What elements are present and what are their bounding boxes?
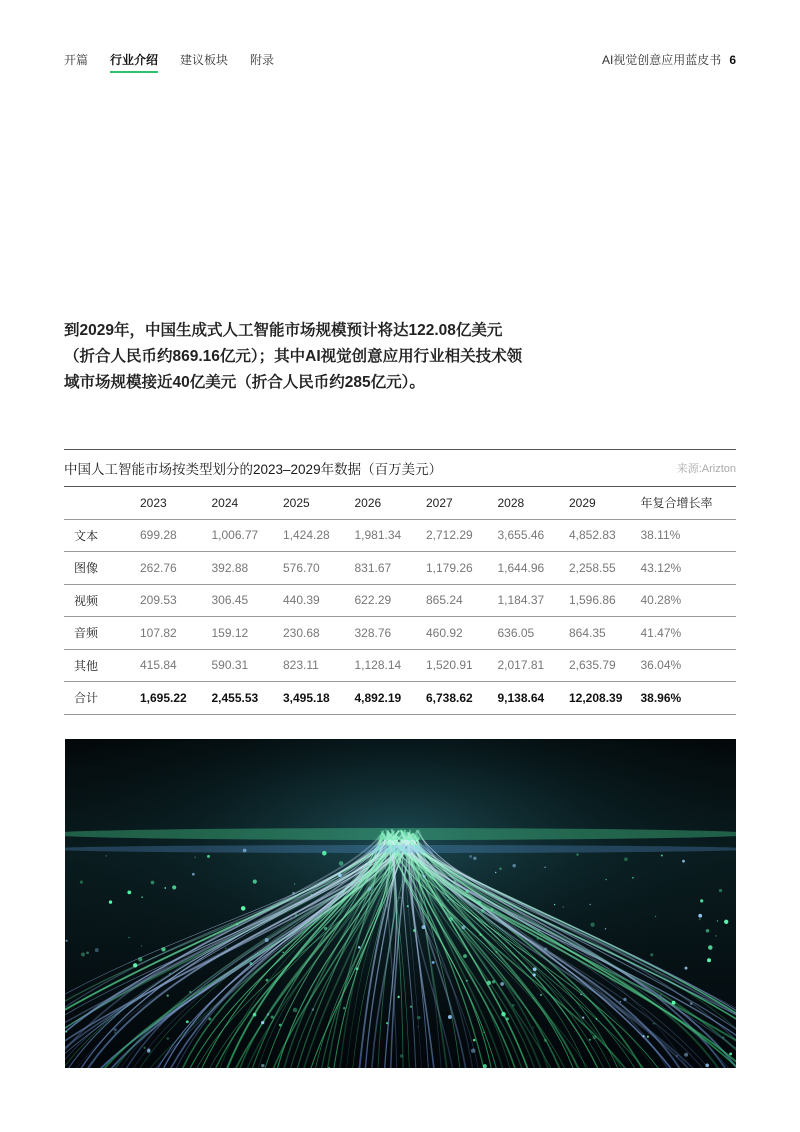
light-particle — [417, 1026, 418, 1027]
table-cell: 865.24 — [426, 584, 498, 617]
table-cell: 2,455.53 — [212, 682, 284, 715]
light-particle — [700, 899, 703, 902]
table-cell: 460.92 — [426, 617, 498, 650]
light-particle — [422, 925, 426, 929]
table-cell: 1,695.22 — [140, 682, 212, 715]
table-cell: 41.47% — [641, 617, 737, 650]
light-particle — [596, 1018, 598, 1020]
light-particle — [147, 1048, 150, 1051]
light-particle — [207, 855, 210, 858]
table-cell: 2,635.79 — [569, 649, 641, 682]
light-particle — [685, 967, 688, 970]
light-particle — [265, 938, 269, 942]
table-header-cell: 2029 — [569, 487, 641, 519]
light-particle — [292, 892, 295, 895]
light-particle — [655, 916, 656, 917]
light-particle — [249, 962, 252, 965]
table-cell: 38.11% — [641, 519, 737, 552]
table-cell: 43.12% — [641, 552, 737, 585]
light-particle — [261, 1021, 264, 1024]
table-cell: 392.88 — [212, 552, 284, 585]
light-particle — [605, 879, 607, 881]
table-cell: 328.76 — [355, 617, 427, 650]
light-particle — [133, 963, 137, 967]
table-cell: 262.76 — [140, 552, 212, 585]
light-particle — [447, 899, 449, 901]
table-cell: 864.35 — [569, 617, 641, 650]
data-table — [64, 487, 736, 715]
row-label: 视频 — [64, 584, 140, 617]
table-cell: 2,258.55 — [569, 552, 641, 585]
light-particle — [236, 923, 238, 925]
table-cell: 576.70 — [283, 552, 355, 585]
table-cell: 36.04% — [641, 649, 737, 682]
light-particle — [632, 877, 634, 879]
table-cell: 440.39 — [283, 584, 355, 617]
light-particle — [650, 953, 653, 956]
light-particle — [167, 1037, 170, 1040]
table-total-row — [64, 682, 736, 715]
light-particle — [376, 857, 378, 859]
light-particle — [143, 1047, 145, 1049]
light-particle — [576, 853, 578, 855]
light-particle — [473, 857, 476, 860]
light-particle — [109, 900, 112, 903]
table-cell: 12,208.39 — [569, 682, 641, 715]
light-particle — [623, 998, 626, 1001]
nav-item-suggestions[interactable]: 建议板块 — [180, 53, 229, 67]
light-particle — [501, 1012, 506, 1017]
table-cell: 2,712.29 — [426, 519, 498, 552]
light-particle — [537, 938, 539, 940]
light-particle — [241, 906, 246, 911]
table-cell: 590.31 — [212, 649, 284, 682]
light-particle — [95, 948, 99, 952]
light-particle — [653, 1023, 655, 1025]
light-particle — [706, 929, 710, 933]
table-header-cell — [64, 487, 140, 519]
nav-item-appendix[interactable]: 附录 — [250, 53, 275, 67]
row-label: 其他 — [64, 649, 140, 682]
table-cell: 831.67 — [355, 552, 427, 585]
table-cell: 230.68 — [283, 617, 355, 650]
light-particle — [471, 1048, 475, 1052]
table-cell: 1,981.34 — [355, 519, 427, 552]
table-row — [64, 552, 736, 585]
light-particle — [65, 1031, 67, 1033]
light-particle — [724, 920, 728, 924]
light-particle — [151, 881, 155, 885]
light-particle — [138, 957, 142, 961]
light-particle — [589, 904, 590, 905]
light-particle — [483, 1032, 484, 1033]
light-particle — [81, 953, 85, 957]
table-cell: 622.29 — [355, 584, 427, 617]
table-cell: 40.28% — [641, 584, 737, 617]
row-label: 文本 — [64, 519, 140, 552]
nav-item-industry-intro[interactable]: 行业介绍 — [110, 51, 158, 72]
table-cell: 1,184.37 — [498, 584, 570, 617]
light-particle — [128, 937, 130, 939]
light-particle — [225, 948, 226, 949]
page-header — [0, 0, 800, 80]
table-row — [64, 584, 736, 617]
table-cell: 9,138.64 — [498, 682, 570, 715]
light-particle — [293, 1008, 298, 1013]
light-particle — [620, 1001, 621, 1002]
table-cell: 38.96% — [641, 682, 737, 715]
page-number: 6 — [729, 53, 736, 67]
light-particle — [253, 880, 257, 884]
table-cell: 1,520.91 — [426, 649, 498, 682]
light-particle — [417, 1016, 421, 1020]
light-particle — [195, 857, 196, 858]
table-cell: 823.11 — [283, 649, 355, 682]
light-particle — [291, 917, 292, 918]
table-cell: 6,738.62 — [426, 682, 498, 715]
table-cell: 1,596.86 — [569, 584, 641, 617]
light-particle — [399, 897, 401, 899]
light-particle — [562, 906, 564, 908]
table-cell: 209.53 — [140, 584, 212, 617]
nav-item-opening[interactable]: 开篇 — [64, 53, 89, 67]
light-particle — [483, 1064, 487, 1068]
glow-band — [65, 828, 736, 840]
light-particle — [261, 1064, 265, 1068]
light-particle — [413, 929, 416, 932]
light-particle — [715, 935, 717, 937]
light-particle — [582, 1017, 584, 1019]
light-particle — [86, 951, 89, 954]
table-cell: 3,655.46 — [498, 519, 570, 552]
light-particle — [506, 1017, 509, 1020]
light-particle — [487, 981, 491, 985]
row-label: 图像 — [64, 552, 140, 585]
light-particle — [684, 1053, 688, 1057]
light-particle — [605, 928, 607, 930]
light-particle — [266, 979, 269, 982]
table-cell: 1,128.14 — [355, 649, 427, 682]
light-particle — [164, 887, 166, 889]
section-nav — [64, 51, 296, 72]
light-particle — [453, 880, 456, 883]
light-particle — [105, 855, 107, 857]
light-particle — [512, 864, 515, 867]
light-particle — [708, 945, 713, 950]
table-title-row — [64, 449, 736, 487]
light-particle — [295, 914, 298, 917]
light-streams-image — [65, 739, 736, 1068]
header-right — [602, 51, 736, 68]
light-particle — [312, 1008, 315, 1011]
light-particle — [466, 890, 469, 893]
light-particle — [449, 917, 453, 921]
light-particle — [676, 1055, 678, 1057]
light-particle — [624, 857, 628, 861]
glow-band — [65, 845, 736, 853]
light-particle — [479, 934, 481, 936]
table-cell: 1,006.77 — [212, 519, 284, 552]
light-streams-illustration — [65, 739, 736, 1068]
light-particle — [729, 1052, 732, 1055]
light-particle — [114, 1032, 115, 1033]
light-particle — [80, 881, 83, 884]
table-cell: 107.82 — [140, 617, 212, 650]
body-paragraph: 到2029年，中国生成式人工智能市场规模预计将达122.08亿美元（折合人民币约869.16亿元）；其中AI视觉创意应用行业相关技术领域市场规模接近40亿美元（折合人民币约285亿元）。 — [64, 322, 523, 391]
light-particle — [310, 894, 312, 896]
light-particle — [544, 867, 545, 868]
light-particle — [432, 961, 435, 964]
light-particle — [544, 1039, 547, 1042]
light-particle — [707, 958, 711, 962]
light-particle — [279, 1024, 282, 1027]
light-particle — [690, 1002, 693, 1005]
light-particle — [127, 890, 131, 894]
light-particle — [169, 973, 171, 975]
table-cell: 415.84 — [140, 649, 212, 682]
table-cell: 4,852.83 — [569, 519, 641, 552]
row-label: 音频 — [64, 617, 140, 650]
light-particle — [172, 885, 176, 889]
table-row — [64, 617, 736, 650]
table-header-cell: 2028 — [498, 487, 570, 519]
table-header-cell: 2026 — [355, 487, 427, 519]
light-particle — [495, 951, 497, 953]
light-particle — [660, 994, 661, 995]
light-particle — [186, 1020, 189, 1023]
market-data-table — [64, 449, 736, 715]
light-particle — [492, 980, 495, 983]
light-particle — [540, 994, 542, 996]
table-header-cell: 2025 — [283, 487, 355, 519]
light-particle — [698, 914, 702, 918]
light-particle — [338, 874, 342, 878]
light-particle — [473, 1039, 476, 1042]
light-particle — [719, 889, 722, 892]
light-particle — [282, 952, 283, 953]
light-particle — [114, 1028, 117, 1031]
light-particle — [642, 1035, 644, 1037]
light-particle — [589, 1039, 591, 1041]
light-particle — [358, 946, 360, 948]
light-particle — [477, 900, 481, 904]
light-particle — [294, 883, 296, 885]
light-particle — [386, 1022, 388, 1024]
light-particle — [410, 1006, 412, 1008]
light-particle — [448, 1015, 452, 1019]
light-particle — [462, 926, 466, 930]
table-cell: 3,495.18 — [283, 682, 355, 715]
light-particle — [544, 947, 547, 950]
light-particle — [368, 887, 372, 891]
light-particle — [495, 872, 496, 873]
table-row — [64, 649, 736, 682]
light-particle — [161, 947, 165, 951]
light-particle — [343, 1007, 345, 1009]
light-particle — [717, 920, 718, 921]
light-particle — [554, 904, 555, 905]
light-particle — [672, 1001, 676, 1005]
light-particle — [407, 905, 409, 907]
table-header-cell: 年复合增长率 — [641, 487, 737, 519]
light-particle — [481, 909, 485, 913]
table-header-cell: 2027 — [426, 487, 498, 519]
light-particle — [271, 1016, 274, 1019]
light-particle — [253, 1013, 257, 1017]
light-particle — [593, 1035, 597, 1039]
light-particle — [699, 918, 701, 920]
light-particle — [423, 875, 426, 878]
light-particle — [500, 982, 504, 986]
document-title: AI视觉创意应用蓝皮书 — [601, 53, 722, 67]
light-particle — [533, 1027, 534, 1028]
light-particle — [533, 967, 537, 971]
light-particle — [469, 855, 472, 858]
light-particle — [141, 896, 142, 897]
table-title: 中国人工智能市场按类型划分的2023–2029年数据（百万美元） — [64, 462, 443, 477]
light-particle — [397, 996, 399, 998]
light-particle — [381, 948, 382, 949]
light-particle — [705, 1063, 709, 1067]
table-cell: 2,017.81 — [498, 649, 570, 682]
light-particle — [208, 1018, 211, 1021]
light-particle — [400, 1054, 403, 1057]
light-particle — [722, 1036, 724, 1038]
light-particle — [167, 994, 169, 996]
light-particle — [189, 991, 191, 993]
table-cell: 1,424.28 — [283, 519, 355, 552]
light-particle — [499, 867, 502, 870]
table-header-row — [64, 487, 736, 519]
light-particle — [243, 849, 247, 853]
light-particle — [381, 899, 382, 900]
light-particle — [66, 940, 68, 942]
light-particle — [423, 880, 425, 882]
light-particle — [356, 967, 359, 970]
table-cell: 1,179.26 — [426, 552, 498, 585]
light-particle — [324, 927, 327, 930]
light-particle — [533, 973, 536, 976]
light-particle — [682, 860, 685, 863]
table-cell: 4,892.19 — [355, 682, 427, 715]
light-particle — [661, 855, 663, 857]
row-label: 合计 — [64, 682, 140, 715]
light-particle — [192, 873, 195, 876]
light-particle — [512, 1004, 515, 1007]
light-particle — [590, 923, 594, 927]
table-header-cell: 2023 — [140, 487, 212, 519]
light-particle — [267, 1013, 269, 1015]
light-particle — [141, 945, 142, 946]
light-particle — [322, 851, 327, 856]
light-particle — [463, 954, 467, 958]
table-cell: 306.45 — [212, 584, 284, 617]
table-cell: 699.28 — [140, 519, 212, 552]
light-particle — [580, 994, 581, 995]
table-source: 来源:Arizton — [676, 463, 736, 475]
light-particle — [466, 980, 468, 982]
light-particle — [647, 1036, 649, 1038]
table-header-cell: 2024 — [212, 487, 284, 519]
light-particle — [404, 879, 408, 883]
light-particle — [538, 930, 540, 932]
table-row — [64, 519, 736, 552]
table-cell: 636.05 — [498, 617, 570, 650]
light-particle — [339, 861, 344, 866]
table-cell: 159.12 — [212, 617, 284, 650]
light-particle — [491, 908, 494, 911]
table-cell: 1,644.96 — [498, 552, 570, 585]
